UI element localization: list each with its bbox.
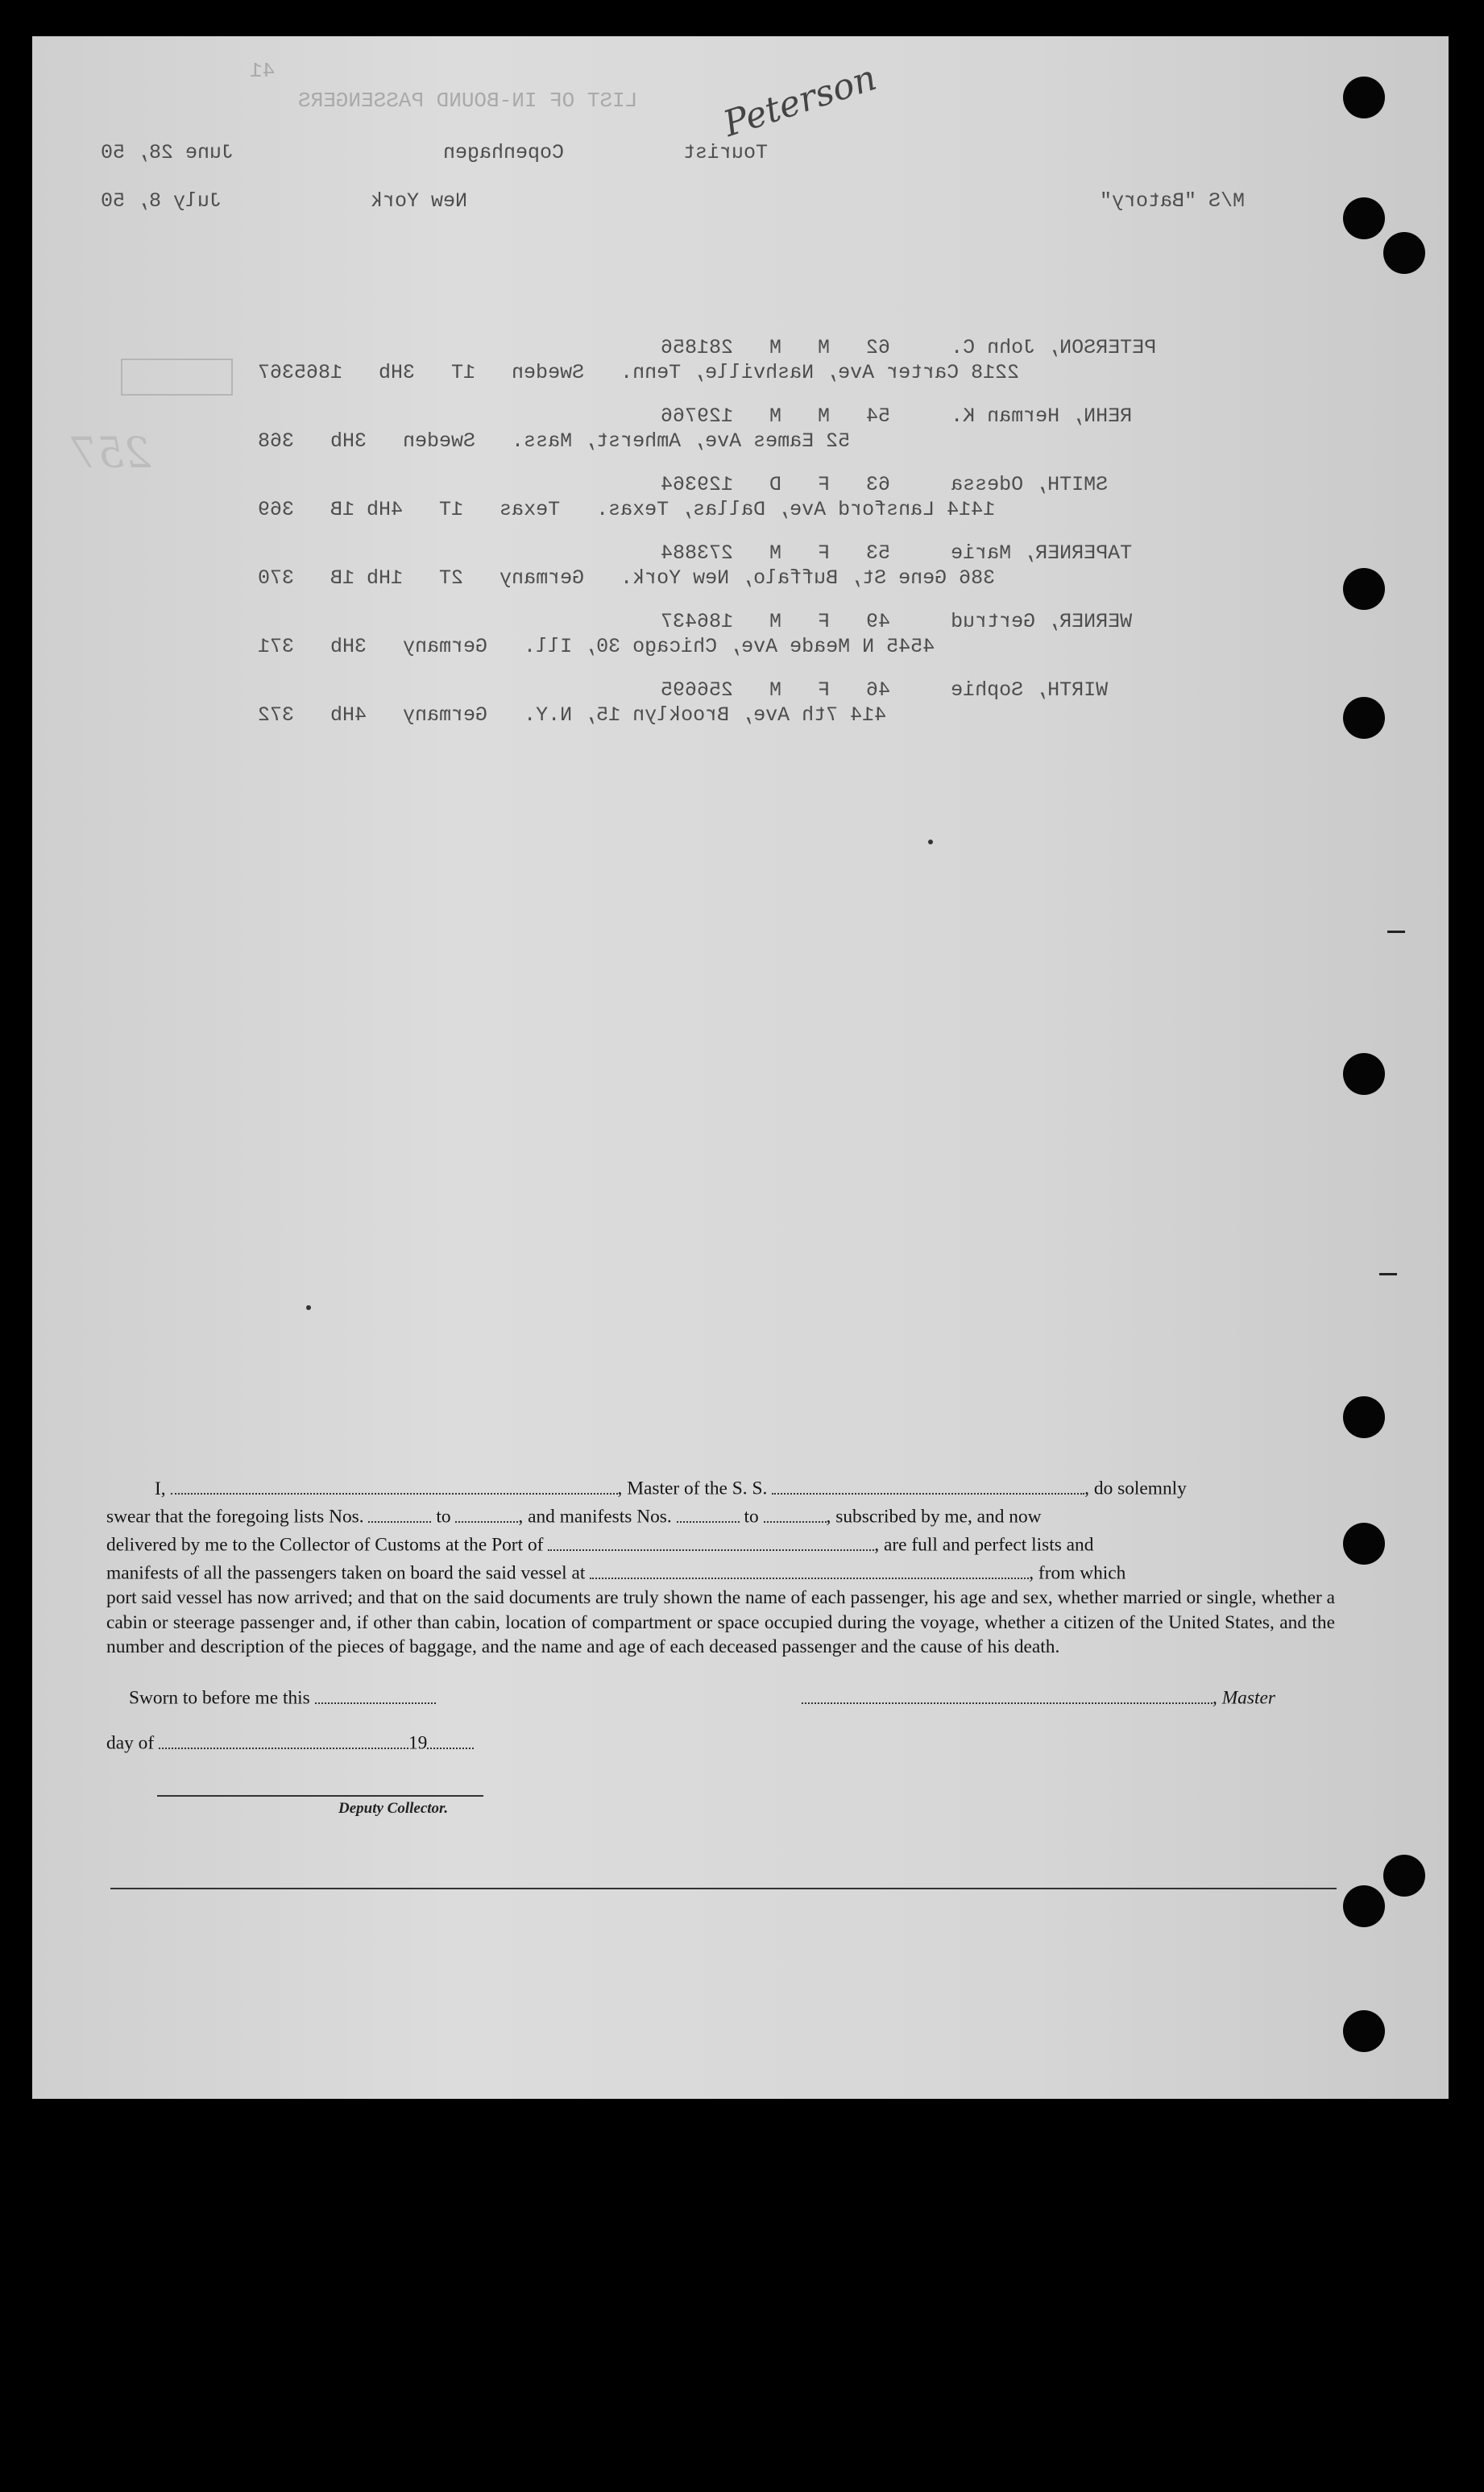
- deputy-collector-label: Deputy Collector.: [338, 1800, 449, 1817]
- blank-year: [427, 1727, 474, 1749]
- margin-tick: [1379, 1273, 1397, 1275]
- blank-manifest-from: [677, 1501, 740, 1523]
- margin-number: 257: [71, 429, 151, 478]
- binder-hole: [1343, 697, 1385, 739]
- blank-master-name: [171, 1473, 618, 1495]
- passenger-line: 2218 Carter Ave, Nashville, Tenn. Sweden 1T 3Hb 1865367: [258, 361, 1020, 384]
- passenger-line: 386 Gene St, Buffalo, New York. Germany 2T 1Hb 1B 370: [258, 566, 996, 590]
- port-from: Copenhagen: [443, 141, 565, 164]
- day-of-line: [106, 1727, 474, 1755]
- passenger-line: WIRTH, Sophie 46 F M 256695: [661, 678, 1109, 702]
- oath-text: to: [436, 1506, 451, 1528]
- passenger-line: PETERSON, John C. 62 M M 281856: [661, 336, 1157, 359]
- travel-class: Tourist: [683, 141, 769, 164]
- sworn-before: [129, 1682, 436, 1710]
- passenger-line: WERNER, Gertrud 49 F M 186437: [661, 610, 1133, 633]
- form-number: 41: [250, 59, 276, 83]
- speck: [306, 1305, 311, 1310]
- vessel-name: M/S "Batory": [1100, 189, 1246, 213]
- oath-text: delivered by me to the Collector of Customs at the Port of: [106, 1534, 544, 1556]
- binder-hole: [1383, 1855, 1425, 1897]
- blank-day: [159, 1727, 408, 1749]
- oath-text: manifests of all the passengers taken on board the said vessel at: [106, 1562, 586, 1584]
- blank-port-of: [548, 1529, 874, 1551]
- oath-line-2: [106, 1501, 1335, 1529]
- oath-line-4: [106, 1557, 1335, 1586]
- sworn-text: Sworn to before me this: [129, 1687, 310, 1709]
- blank-sworn-date: [315, 1682, 436, 1704]
- date-depart: June 28, 50: [101, 141, 234, 164]
- binder-hole: [1343, 1523, 1385, 1565]
- master-label: , Master: [1212, 1687, 1275, 1709]
- blank-list-from: [368, 1501, 431, 1523]
- day-of-label: day of: [106, 1732, 155, 1754]
- blank-port-at: [590, 1557, 1029, 1579]
- handwritten-signature: Peterson: [718, 56, 881, 146]
- stamp-box: [121, 359, 233, 396]
- passenger-line: 4545 N Meade Ave, Chicago 30, Ill. Germany 3Hb 371: [258, 635, 935, 658]
- margin-tick: [1387, 931, 1405, 933]
- oath-body: port said vessel has now arrived; and that on the said documents are truly shown the name of each passenger, his age and sex, whether married or single, whether a cabin or steerage passenger and, if other than cabin, location of compartment or space occupied during the voyage, whether a citizen of the United States, and the number and description of the pieces of baggage, and the name and age of each deceased passenger and the cause of his death.: [106, 1587, 1335, 1658]
- passenger-line: 1414 Lansford Ave, Dallas, Texas. Texas 1T 4Hb 1B 369: [258, 498, 996, 521]
- blank-master-signature: [802, 1682, 1212, 1704]
- year-label: 19: [408, 1732, 428, 1754]
- oath-text: I,: [155, 1478, 166, 1499]
- speck: [928, 840, 933, 844]
- master-signature-line: [802, 1682, 1275, 1710]
- oath-line-3: [106, 1529, 1335, 1557]
- oath-text: , Master of the S. S.: [617, 1478, 768, 1499]
- oath-text: , subscribed by me, and now: [826, 1506, 1042, 1528]
- binder-hole: [1343, 568, 1385, 610]
- binder-hole: [1343, 1885, 1385, 1927]
- oath-line-1: [106, 1473, 1335, 1501]
- oath-text: , from which: [1029, 1562, 1126, 1584]
- passenger-line: 52 Eames Ave, Amherst, Mass. Sweden 3Hb 368: [258, 429, 851, 453]
- passenger-line: TAPERNER, Marie 53 F M 273884: [661, 541, 1133, 565]
- passenger-line: REHN, Herman K. 54 M M 129766: [661, 404, 1133, 428]
- passenger-line: 414 7th Ave, Brooklyn 15, N.Y. Germany 4Hb 372: [258, 703, 887, 727]
- blank-manifest-to: [764, 1501, 827, 1523]
- deputy-collector-line: [157, 1795, 483, 1797]
- binder-hole: [1383, 232, 1425, 274]
- binder-hole: [1343, 77, 1385, 118]
- passenger-line: SMITH, Odessa 63 F D 129364: [661, 473, 1109, 496]
- manifest-page: [32, 36, 1449, 2099]
- form-title: LIST OF IN-BOUND PASSENGERS: [298, 89, 638, 113]
- bottom-rule: [110, 1888, 1337, 1889]
- blank-vessel: [772, 1473, 1084, 1495]
- oath-text: swear that the foregoing lists Nos.: [106, 1506, 364, 1528]
- masters-oath: [106, 1473, 1335, 1660]
- blank-list-to: [455, 1501, 518, 1523]
- binder-hole: [1343, 1396, 1385, 1438]
- binder-hole: [1343, 2010, 1385, 2052]
- oath-text: , are full and perfect lists and: [874, 1534, 1094, 1556]
- oath-text: to: [744, 1506, 759, 1528]
- binder-hole: [1343, 197, 1385, 239]
- binder-hole: [1343, 1053, 1385, 1095]
- oath-text: , and manifests Nos.: [518, 1506, 672, 1528]
- oath-text: , do solemnly: [1084, 1478, 1187, 1499]
- port-to: New York: [371, 189, 468, 213]
- date-arrive: July 8, 50: [101, 189, 222, 213]
